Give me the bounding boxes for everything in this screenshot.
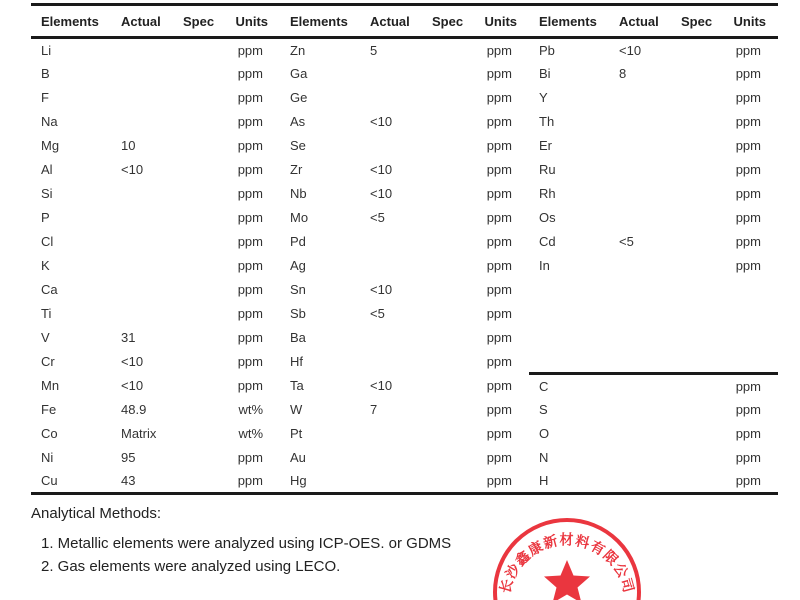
table-row	[31, 134, 778, 158]
right-unit-cell: ppm	[735, 426, 761, 441]
middle-unit-cell: ppm	[486, 42, 512, 58]
header-elements: Elements	[31, 5, 111, 38]
left-element-cell: Ti	[41, 306, 52, 321]
method-line: 2. Gas elements were analyzed using LECO.	[41, 558, 341, 575]
table-row	[31, 374, 778, 398]
element-analysis-table	[31, 3, 778, 495]
right-actual-cell	[609, 134, 671, 158]
right-spec-cell	[671, 302, 723, 326]
middle-spec-cell	[422, 182, 474, 206]
right-spec-cell	[671, 470, 723, 494]
left-element-cell: B	[41, 66, 50, 81]
left-spec-cell	[173, 62, 225, 86]
right-spec-cell	[671, 182, 723, 206]
right-actual-cell	[609, 158, 671, 182]
middle-element-cell: Sb	[290, 306, 306, 321]
left-actual-cell: 48.9	[121, 402, 147, 417]
right-unit-cell: ppm	[735, 66, 761, 81]
table-row	[31, 38, 778, 62]
table-row	[31, 278, 778, 302]
left-spec-cell	[173, 470, 225, 494]
middle-actual-cell	[360, 134, 422, 158]
company-seal-stamp	[492, 500, 642, 600]
right-spec-cell	[671, 326, 723, 350]
analytical-methods	[31, 505, 511, 581]
left-actual-cell: Matrix	[121, 426, 157, 441]
left-spec-cell	[173, 182, 225, 206]
right-element-cell	[529, 278, 609, 302]
header-actual: Actual	[360, 5, 422, 38]
middle-element-cell: Mo	[290, 210, 309, 225]
right-actual-cell: <5	[619, 234, 634, 249]
middle-actual-cell	[360, 230, 422, 254]
middle-actual-cell: <5	[370, 306, 385, 321]
right-spec-cell	[671, 110, 723, 134]
left-spec-cell	[173, 86, 225, 110]
middle-spec-cell	[422, 422, 474, 446]
middle-spec-cell	[422, 206, 474, 230]
middle-actual-cell	[360, 254, 422, 278]
middle-unit-cell: ppm	[486, 378, 512, 393]
left-unit-cell: ppm	[237, 66, 263, 81]
left-spec-cell	[173, 158, 225, 182]
middle-unit-cell: ppm	[486, 66, 512, 81]
left-actual-cell	[111, 38, 173, 62]
middle-element-cell: As	[290, 114, 306, 129]
header-units: Units	[723, 5, 778, 38]
method-line: 1. Metallic elements were analyzed using ICP-OES. or GDMS	[41, 535, 452, 552]
right-element-cell	[529, 326, 609, 350]
table-row	[31, 446, 778, 470]
left-spec-cell	[173, 278, 225, 302]
left-unit-cell: ppm	[237, 354, 263, 369]
header-actual: Actual	[111, 5, 173, 38]
middle-actual-cell	[360, 326, 422, 350]
middle-actual-cell: <5	[370, 210, 385, 225]
right-spec-cell	[671, 422, 723, 446]
left-element-cell: Li	[41, 42, 52, 58]
header-spec: Spec	[173, 5, 225, 38]
left-unit-cell: ppm	[237, 210, 263, 225]
right-spec-cell	[671, 254, 723, 278]
right-actual-cell	[609, 374, 671, 398]
right-unit-cell	[723, 278, 778, 302]
left-spec-cell	[173, 230, 225, 254]
right-actual-cell: <10	[619, 42, 642, 58]
table-row	[31, 158, 778, 182]
middle-actual-cell	[360, 446, 422, 470]
right-unit-cell: ppm	[723, 374, 778, 398]
right-unit-cell: ppm	[735, 42, 761, 58]
right-spec-cell	[671, 62, 723, 86]
middle-unit-cell: ppm	[486, 114, 512, 129]
middle-unit-cell: ppm	[486, 258, 512, 273]
left-unit-cell: ppm	[237, 282, 263, 297]
right-spec-cell	[671, 350, 723, 374]
left-actual-cell	[111, 230, 173, 254]
table-row	[31, 302, 778, 326]
left-element-cell: Si	[41, 186, 53, 201]
middle-spec-cell	[422, 398, 474, 422]
middle-element-cell: Hf	[290, 354, 303, 369]
left-spec-cell	[173, 134, 225, 158]
middle-unit-cell: ppm	[486, 162, 512, 177]
right-element-cell: In	[539, 258, 550, 273]
middle-element-cell: Pt	[290, 426, 303, 441]
left-actual-cell: <10	[121, 162, 144, 177]
left-actual-cell	[111, 182, 173, 206]
middle-spec-cell	[422, 134, 474, 158]
left-element-cell: Cu	[31, 470, 111, 494]
right-actual-cell	[609, 398, 671, 422]
right-element-cell: Bi	[539, 66, 551, 81]
middle-element-cell: Ta	[290, 378, 304, 393]
header-spec: Spec	[422, 5, 474, 38]
middle-spec-cell	[422, 446, 474, 470]
right-unit-cell	[723, 326, 778, 350]
right-spec-cell	[671, 206, 723, 230]
right-unit-cell: ppm	[735, 138, 761, 153]
table-row	[31, 470, 778, 494]
middle-actual-cell	[360, 470, 422, 494]
left-spec-cell	[173, 38, 225, 62]
right-unit-cell: ppm	[735, 186, 761, 201]
right-actual-cell	[609, 182, 671, 206]
table-row	[31, 86, 778, 110]
right-actual-cell	[609, 470, 671, 494]
right-actual-cell	[609, 278, 671, 302]
right-unit-cell: ppm	[735, 402, 761, 417]
right-element-cell: Er	[539, 138, 552, 153]
left-actual-cell	[111, 302, 173, 326]
middle-unit-cell: ppm	[486, 306, 512, 321]
middle-spec-cell	[422, 62, 474, 86]
right-unit-cell: ppm	[735, 258, 761, 273]
middle-actual-cell	[360, 422, 422, 446]
right-unit-cell: ppm	[723, 470, 778, 494]
middle-unit-cell: ppm	[474, 470, 529, 494]
header-units: Units	[225, 5, 280, 38]
middle-element-cell: Ga	[290, 66, 308, 81]
left-element-cell: Ni	[41, 450, 54, 465]
right-actual-cell	[609, 302, 671, 326]
header-spec: Spec	[671, 5, 723, 38]
middle-unit-cell: ppm	[486, 138, 512, 153]
left-element-cell: K	[41, 258, 50, 273]
right-element-cell: Ru	[539, 162, 556, 177]
right-spec-cell	[671, 278, 723, 302]
middle-spec-cell	[422, 38, 474, 62]
seal-text: 长沙鑫康新材料有限公司	[497, 532, 637, 596]
right-spec-cell	[671, 158, 723, 182]
middle-spec-cell	[422, 302, 474, 326]
table-row	[31, 326, 778, 350]
left-spec-cell	[173, 446, 225, 470]
left-actual-cell: <10	[121, 378, 144, 393]
left-element-cell: F	[41, 90, 49, 105]
right-element-cell: Rh	[539, 186, 556, 201]
middle-element-cell: Sn	[290, 282, 306, 297]
middle-element-cell: Zr	[290, 162, 303, 177]
middle-spec-cell	[422, 374, 474, 398]
left-element-cell: Cr	[41, 354, 55, 369]
left-unit-cell: ppm	[237, 330, 263, 345]
middle-unit-cell: ppm	[486, 402, 512, 417]
left-spec-cell	[173, 326, 225, 350]
middle-actual-cell: <10	[370, 282, 393, 297]
middle-unit-cell: ppm	[486, 426, 512, 441]
middle-actual-cell: <10	[370, 114, 393, 129]
left-spec-cell	[173, 398, 225, 422]
right-actual-cell	[609, 254, 671, 278]
left-element-cell: Cl	[41, 234, 54, 249]
right-unit-cell: ppm	[735, 450, 761, 465]
middle-unit-cell: ppm	[486, 330, 512, 345]
middle-actual-cell: <10	[370, 378, 393, 393]
middle-spec-cell	[422, 86, 474, 110]
right-element-cell	[529, 350, 609, 374]
header-elements: Elements	[280, 5, 360, 38]
right-unit-cell: ppm	[735, 234, 761, 249]
left-spec-cell	[173, 350, 225, 374]
left-actual-cell: 43	[111, 470, 173, 494]
middle-element-cell: Ag	[290, 258, 306, 273]
left-actual-cell	[111, 62, 173, 86]
middle-unit-cell: ppm	[486, 282, 512, 297]
left-element-cell: Fe	[41, 402, 57, 417]
middle-element-cell: Zn	[290, 42, 306, 58]
left-unit-cell: ppm	[237, 138, 263, 153]
middle-spec-cell	[422, 158, 474, 182]
right-element-cell: Y	[539, 90, 548, 105]
left-unit-cell: ppm	[237, 162, 263, 177]
right-element-cell: Th	[539, 114, 555, 129]
middle-actual-cell	[360, 62, 422, 86]
middle-element-cell: Hg	[280, 470, 360, 494]
middle-spec-cell	[422, 230, 474, 254]
left-actual-cell	[111, 206, 173, 230]
table-row	[31, 110, 778, 134]
middle-element-cell: Ba	[290, 330, 306, 345]
right-spec-cell	[671, 230, 723, 254]
middle-unit-cell: ppm	[486, 210, 512, 225]
middle-spec-cell	[422, 254, 474, 278]
left-spec-cell	[173, 206, 225, 230]
header-actual: Actual	[609, 5, 671, 38]
middle-spec-cell	[422, 470, 474, 494]
left-actual-cell: 95	[121, 450, 136, 465]
table-row	[31, 182, 778, 206]
right-element-cell: O	[539, 426, 550, 441]
right-actual-cell	[609, 326, 671, 350]
left-spec-cell	[173, 422, 225, 446]
middle-spec-cell	[422, 278, 474, 302]
left-spec-cell	[173, 374, 225, 398]
left-unit-cell: ppm	[237, 306, 263, 321]
table-header-row	[31, 5, 778, 38]
right-element-cell: Cd	[539, 234, 556, 249]
right-spec-cell	[671, 38, 723, 62]
middle-unit-cell: ppm	[486, 450, 512, 465]
right-unit-cell: ppm	[735, 162, 761, 177]
left-actual-cell: 31	[121, 330, 136, 345]
right-actual-cell	[609, 350, 671, 374]
middle-element-cell: W	[290, 402, 303, 417]
middle-element-cell: Ge	[290, 90, 308, 105]
left-element-cell: Mn	[41, 378, 60, 393]
left-unit-cell: ppm	[237, 42, 263, 58]
left-unit-cell: ppm	[237, 258, 263, 273]
left-actual-cell: <10	[121, 354, 144, 369]
left-unit-cell: ppm	[225, 470, 280, 494]
middle-actual-cell: <10	[370, 162, 393, 177]
left-unit-cell: ppm	[237, 186, 263, 201]
right-unit-cell	[723, 350, 778, 374]
middle-spec-cell	[422, 326, 474, 350]
middle-element-cell: Au	[290, 450, 306, 465]
table-row	[31, 254, 778, 278]
left-spec-cell	[173, 254, 225, 278]
left-unit-cell: ppm	[237, 114, 263, 129]
middle-spec-cell	[422, 350, 474, 374]
middle-element-cell: Se	[290, 138, 306, 153]
left-unit-cell: ppm	[237, 450, 263, 465]
header-units: Units	[474, 5, 529, 38]
left-element-cell: V	[41, 330, 50, 345]
right-spec-cell	[671, 374, 723, 398]
right-unit-cell: ppm	[735, 210, 761, 225]
left-unit-cell: wt%	[238, 402, 263, 417]
right-actual-cell	[609, 206, 671, 230]
middle-actual-cell	[360, 350, 422, 374]
left-element-cell: P	[41, 210, 50, 225]
left-actual-cell	[111, 254, 173, 278]
middle-element-cell: Nb	[290, 186, 307, 201]
methods-title: Analytical Methods:	[31, 505, 162, 522]
left-actual-cell	[111, 86, 173, 110]
left-spec-cell	[173, 110, 225, 134]
left-element-cell: Mg	[41, 138, 60, 153]
middle-unit-cell: ppm	[486, 90, 512, 105]
right-actual-cell	[609, 110, 671, 134]
right-actual-cell: 8	[619, 66, 627, 81]
middle-actual-cell	[360, 86, 422, 110]
right-unit-cell: ppm	[735, 90, 761, 105]
middle-unit-cell: ppm	[486, 186, 512, 201]
right-actual-cell	[609, 446, 671, 470]
seal-star-icon	[544, 560, 590, 600]
table-row	[31, 230, 778, 254]
right-unit-cell	[723, 302, 778, 326]
left-actual-cell: 10	[121, 138, 136, 153]
table-row	[31, 422, 778, 446]
left-element-cell: Ca	[41, 282, 58, 297]
right-element-cell: S	[539, 402, 548, 417]
left-spec-cell	[173, 302, 225, 326]
right-element-cell: Os	[539, 210, 556, 225]
middle-actual-cell: 5	[370, 42, 378, 58]
right-actual-cell	[609, 86, 671, 110]
table-row	[31, 398, 778, 422]
left-unit-cell: ppm	[237, 234, 263, 249]
right-spec-cell	[671, 134, 723, 158]
right-spec-cell	[671, 398, 723, 422]
middle-actual-cell: <10	[370, 186, 393, 201]
header-elements: Elements	[529, 5, 609, 38]
right-spec-cell	[671, 446, 723, 470]
right-element-cell: C	[529, 374, 609, 398]
table-row	[31, 350, 778, 374]
table-row	[31, 206, 778, 230]
middle-spec-cell	[422, 110, 474, 134]
right-element-cell: N	[539, 450, 549, 465]
left-unit-cell: ppm	[237, 378, 263, 393]
right-element-cell: H	[529, 470, 609, 494]
left-element-cell: Na	[41, 114, 58, 129]
right-spec-cell	[671, 86, 723, 110]
left-unit-cell: ppm	[237, 90, 263, 105]
right-actual-cell	[609, 422, 671, 446]
middle-unit-cell: ppm	[486, 354, 512, 369]
right-element-cell: Pb	[539, 42, 555, 58]
right-element-cell	[529, 302, 609, 326]
middle-actual-cell: 7	[370, 402, 378, 417]
right-unit-cell: ppm	[735, 114, 761, 129]
table-row	[31, 62, 778, 86]
left-element-cell: Co	[41, 426, 58, 441]
middle-unit-cell: ppm	[486, 234, 512, 249]
middle-element-cell: Pd	[290, 234, 306, 249]
left-element-cell: Al	[41, 162, 53, 177]
left-actual-cell	[111, 110, 173, 134]
left-unit-cell: wt%	[238, 426, 263, 441]
left-actual-cell	[111, 278, 173, 302]
